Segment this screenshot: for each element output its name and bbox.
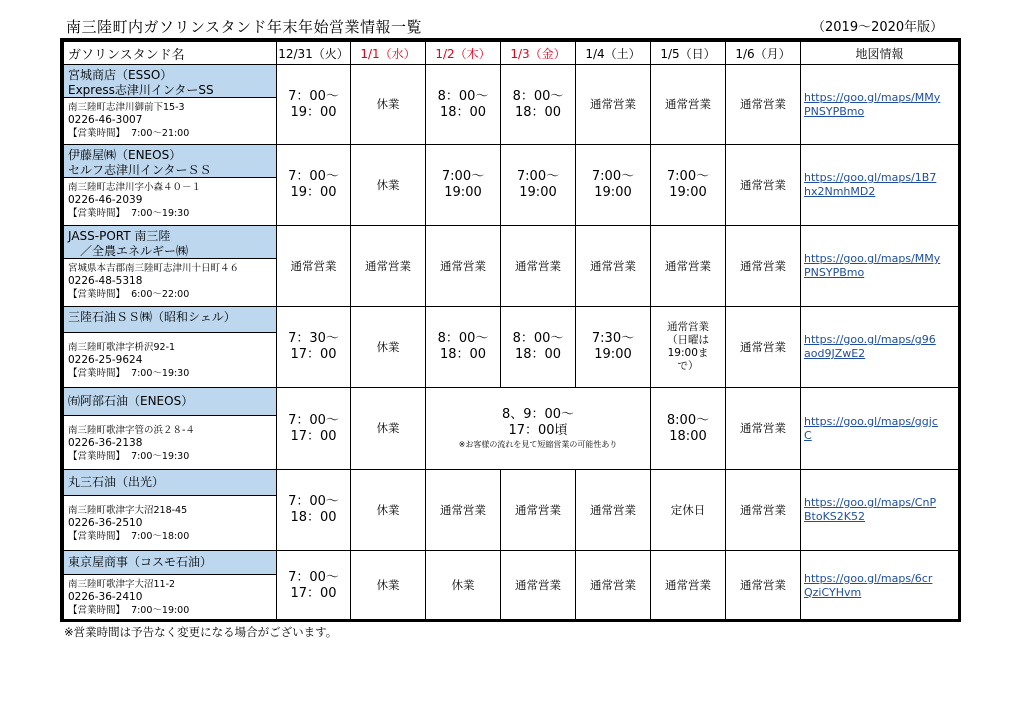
hours-cell-0102: 通常営業 [426,470,501,551]
station-phone: 0226-46-2039 [68,194,143,206]
station-name: 伊藤屋㈱（ENEOS） セルフ志津川インターＳＳ [64,145,276,178]
hours-cell-0104: 通常営業 [576,551,651,621]
hours-cell-0101: 通常営業 [351,226,426,307]
station-address: 南三陸町歌津字管の浜２８-４ [68,425,195,436]
hours-cell-0101: 休業 [351,145,426,226]
table-row [64,65,959,145]
station-info [64,416,276,466]
station-info [64,333,276,383]
station-hours: 【営業時間】 7:00～21:00 [68,128,190,139]
hours-cell-0101: 休業 [351,551,426,621]
station-phone: 0226-36-2510 [68,517,143,529]
station-name: 丸三石油（出光） [64,470,276,496]
map-link[interactable]: https://goo.gl/maps/CnP BtoKS2K52 [801,470,959,551]
page-title: 南三陸町内ガソリンスタンド年末年始営業情報一覧 [66,18,423,36]
col-header-1231: 12/31（火） [277,42,351,65]
hours-cell-1231: 7：00～ 19：00 [277,65,351,145]
hours-cell-0103: 通常営業 [501,551,576,621]
station-address: 南三陸町歌津字大沼218-45 [68,505,188,516]
station-hours: 【営業時間】 6:00～22:00 [68,289,190,300]
hours-cell-0105: 通常営業 [651,226,726,307]
station-phone: 0226-46-3007 [68,114,143,126]
table-row [64,226,959,307]
station-cell [64,470,277,551]
hours-cell-0106: 通常営業 [726,551,801,621]
station-phone: 0226-25-9624 [68,354,143,366]
map-link[interactable]: https://goo.gl/maps/ggjc C [801,388,959,470]
station-address: 南三陸町歌津字枡沢92-1 [68,342,176,353]
station-info [64,575,276,620]
table-row [64,145,959,226]
table-header-row [64,42,959,65]
station-info [64,178,276,223]
hours-cell-0102-0104: 8、9：00～ 17：00頃 ※お客様の流れを見て短縮営業の可能性あり [426,388,651,470]
station-phone: 0226-36-2138 [68,437,143,449]
hours-cell-0106: 通常営業 [726,226,801,307]
station-address: 南三陸町志津川字小森４０－１ [68,182,202,193]
hours-cell-0103: 通常営業 [501,470,576,551]
hours-cell-0106: 通常営業 [726,388,801,470]
hours-cell-0103: 8：00～ 18：00 [501,65,576,145]
station-cell [64,307,277,388]
station-phone: 0226-36-2410 [68,591,143,603]
station-name: 宮城商店（ESSO） Express志津川インターSS [64,65,276,98]
hours-cell-0103: 通常営業 [501,226,576,307]
gas-station-table [60,38,961,622]
station-hours: 【営業時間】 7:00～19:30 [68,451,190,462]
table-row [64,388,959,470]
station-info [64,259,276,304]
station-phone: 0226-48-5318 [68,275,143,287]
hours-cell-0105: 通常営業 （日曜は 19:00ま で） [651,307,726,388]
hours-cell-0105: 通常営業 [651,551,726,621]
hours-cell-1231: 通常営業 [277,226,351,307]
station-address: 南三陸町歌津字大沼11-2 [68,579,176,590]
hours-cell-0102: 7:00～ 19:00 [426,145,501,226]
edition-label: （2019～2020年版） [812,20,944,35]
hours-cell-0105: 7:00～ 19:00 [651,145,726,226]
hours-cell-0102: 通常営業 [426,226,501,307]
hours-cell-0106: 通常営業 [726,470,801,551]
station-hours: 【営業時間】 7:00～19:30 [68,368,190,379]
hours-cell-0102: 8：00～ 18：00 [426,307,501,388]
station-hours: 【営業時間】 7:00～19:30 [68,208,190,219]
station-cell [64,551,277,621]
hours-cell-0101: 休業 [351,388,426,470]
station-name: ㈲阿部石油（ENEOS） [64,388,276,416]
short-hours-note: ※お客様の流れを見て短縮営業の可能性あり [458,440,618,449]
hours-cell-0101: 休業 [351,65,426,145]
hours-cell-0104: 通常営業 [576,226,651,307]
hours-cell-0106: 通常営業 [726,307,801,388]
map-link[interactable]: https://goo.gl/maps/MMy PNSYPBmo [801,65,959,145]
hours-cell-0101: 休業 [351,307,426,388]
hours-cell-0104: 7:30～ 19:00 [576,307,651,388]
map-link[interactable]: https://goo.gl/maps/1B7 hx2NmhMD2 [801,145,959,226]
station-hours: 【営業時間】 7:00～18:00 [68,531,190,542]
col-header-map: 地図情報 [801,42,959,65]
station-name: 東京屋商事（コスモ石油） [64,551,276,575]
map-link[interactable]: https://goo.gl/maps/6cr QziCYHvm [801,551,959,621]
station-cell [64,226,277,307]
col-header-0106: 1/6（月） [726,42,801,65]
station-name: 三陸石油ＳＳ㈱（昭和シェル） [64,307,276,333]
col-header-0102: 1/2（木） [426,42,501,65]
table-row [64,551,959,621]
col-header-0105: 1/5（日） [651,42,726,65]
hours-cell-1231: 7：30～ 17：00 [277,307,351,388]
hours-cell-1231: 7：00～ 18：00 [277,470,351,551]
station-info [64,98,276,143]
table-row [64,470,959,551]
footnote: ※営業時間は予告なく変更になる場合がございます。 [64,625,338,639]
station-cell [64,388,277,470]
hours-cell-0103: 8：00～ 18：00 [501,307,576,388]
hours-cell-0104: 通常営業 [576,470,651,551]
station-cell [64,65,277,145]
hours-cell-1231: 7：00～ 17：00 [277,388,351,470]
col-header-0101: 1/1（水） [351,42,426,65]
map-link[interactable]: https://goo.gl/maps/g96 aod9JZwE2 [801,307,959,388]
hours-cell-1231: 7：00～ 19：00 [277,145,351,226]
hours-cell-1231: 7：00～ 17：00 [277,551,351,621]
station-info [64,496,276,546]
station-hours: 【営業時間】 7:00～19:00 [68,605,190,616]
station-address: 南三陸町志津川御前下15-3 [68,102,185,113]
hours-cell-0104: 通常営業 [576,65,651,145]
hours-cell-0105: 定休日 [651,470,726,551]
col-header-0103: 1/3（金） [501,42,576,65]
col-header-0104: 1/4（土） [576,42,651,65]
hours-cell-0105: 通常営業 [651,65,726,145]
hours-cell-0105: 8:00～ 18:00 [651,388,726,470]
hours-cell-0103: 7:00～ 19:00 [501,145,576,226]
hours-cell-0102: 休業 [426,551,501,621]
col-header-station: ガソリンスタンド名 [64,42,277,65]
table-row [64,307,959,388]
hours-cell-0102: 8：00～ 18：00 [426,65,501,145]
hours-cell-0101: 休業 [351,470,426,551]
map-link[interactable]: https://goo.gl/maps/MMy PNSYPBmo [801,226,959,307]
station-cell [64,145,277,226]
station-name: JASS-PORT 南三陸 ／全農エネルギー㈱ [64,226,276,259]
hours-cell-0104: 7:00～ 19:00 [576,145,651,226]
station-address: 宮城県本吉郡南三陸町志津川十日町４６ [68,263,240,274]
hours-cell-0106: 通常営業 [726,65,801,145]
hours-cell-0106: 通常営業 [726,145,801,226]
